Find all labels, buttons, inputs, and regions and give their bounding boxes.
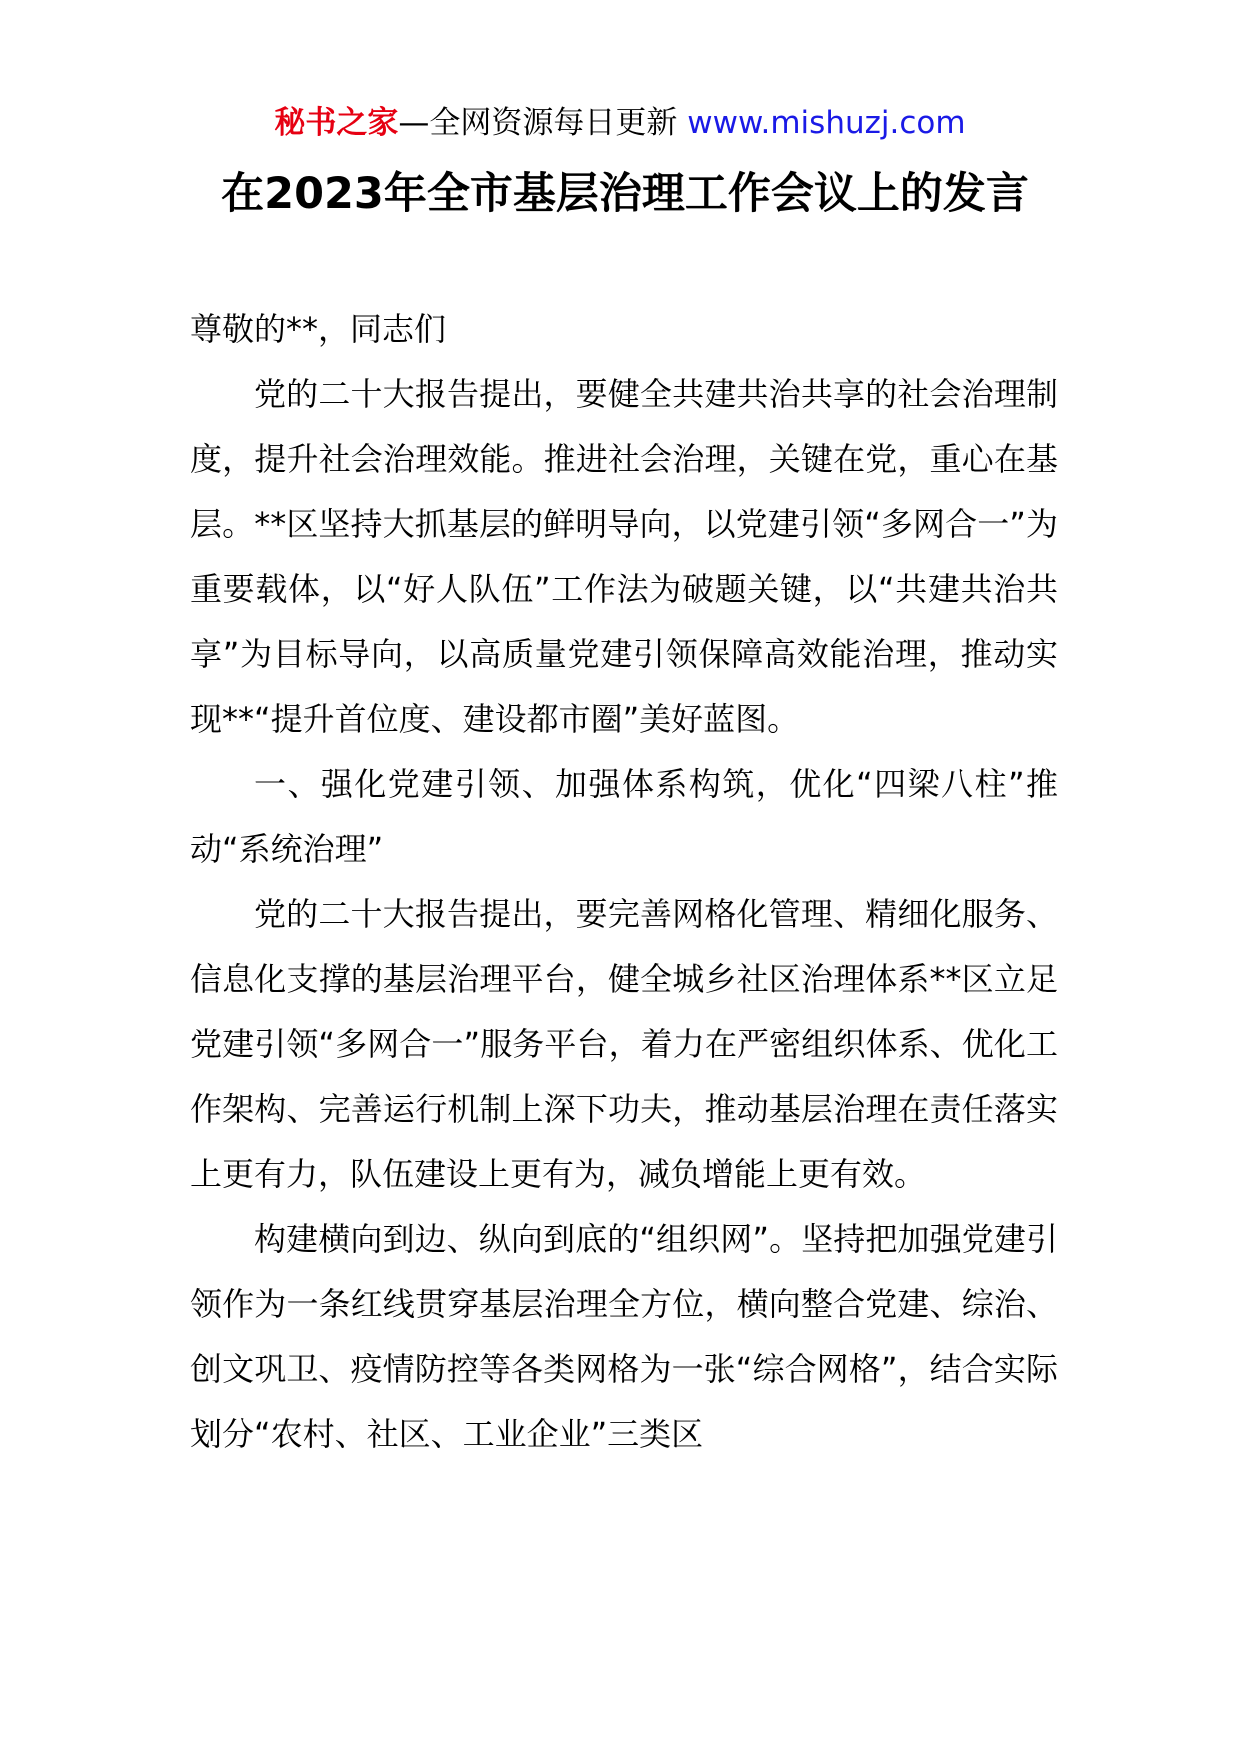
document-body: [190, 297, 1058, 1467]
section-heading-1: 一、强化党建引领、加强体系构筑，优化“四梁八柱”推动“系统治理”: [190, 765, 1058, 868]
paragraph-organization-network: 构建横向到边、纵向到底的“组织网”。坚持把加强党建引领作为一条红线贯穿基层治理全方位，横向整合党建、综治、创文巩卫、疫情防控等各类网格为一张“综合网格”，结合实际划分“农村、社区、工业企业”三类区: [190, 1220, 1058, 1453]
site-brand: 秘书之家: [274, 105, 399, 141]
document-title: 在2023年全市基层治理工作会议上的发言: [221, 169, 1029, 219]
site-header: [0, 98, 1240, 148]
paragraph-intro: 党的二十大报告提出，要健全共建共治共享的社会治理制度，提升社会治理效能。推进社会治理，关键在党，重心在基层。**区坚持大抓基层的鲜明导向，以党建引领“多网合一”为重要载体，以“好人队伍”工作法为破题关键，以“共建共治共享”为目标导向，以高质量党建引领保障高效能治理，推动实现**“提升首位度、建设都市圈”美好蓝图。: [190, 375, 1058, 738]
salutation: 尊敬的**，同志们: [190, 310, 447, 348]
site-tagline: —全网资源每日更新: [398, 105, 678, 141]
paragraph-section-1: 党的二十大报告提出，要完善网格化管理、精细化服务、信息化支撑的基层治理平台，健全城乡社区治理体系**区立足党建引领“多网合一”服务平台，着力在严密组织体系、优化工作架构、完善运行机制上深下功夫，推动基层治理在责任落实上更有力，队伍建设上更有为，减负增能上更有效。: [190, 895, 1058, 1193]
site-url-link[interactable]: www.mishuzj.com: [687, 105, 966, 141]
